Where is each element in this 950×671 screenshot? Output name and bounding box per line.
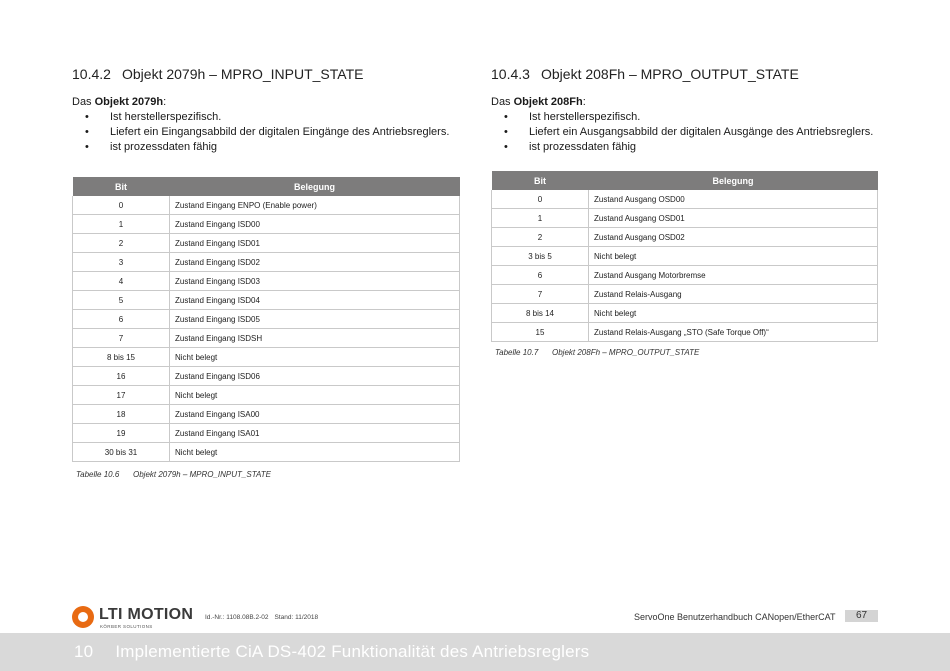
table-body [73,196,460,462]
logo-mark-icon [72,606,94,628]
belegung-cell: Zustand Ausgang OSD00 [589,190,878,209]
belegung-cell: Nicht belegt [170,348,460,367]
list-item: • Ist herstellerspezifisch. [491,110,873,125]
page-number: 67 [845,610,878,622]
belegung-cell: Zustand Eingang ISD05 [170,310,460,329]
table-caption [76,470,271,479]
belegung-cell: Zustand Eingang ISD06 [170,367,460,386]
company-logo [72,606,192,630]
column-header-bit: Bit [492,171,589,190]
bit-cell: 1 [492,209,589,228]
chapter-number: 10 [74,642,94,661]
bit-cell: 2 [73,234,170,253]
table-row [492,323,878,342]
table-row [492,285,878,304]
table-row [73,367,460,386]
belegung-cell: Nicht belegt [589,247,878,266]
table-row [492,228,878,247]
belegung-cell: Zustand Ausgang OSD02 [589,228,878,247]
belegung-cell: Zustand Eingang ISD01 [170,234,460,253]
list-item: • ist prozessdaten fähig [491,140,873,155]
feature-list [72,110,449,155]
belegung-cell: Nicht belegt [170,443,460,462]
belegung-cell: Zustand Relais-Ausgang „STO (Safe Torque Off)“ [589,323,878,342]
intro-prefix: Das [72,96,95,108]
bit-cell: 1 [73,215,170,234]
bit-cell: 30 bis 31 [73,443,170,462]
list-item: • Ist herstellerspezifisch. [72,110,449,125]
column-header-belegung: Belegung [589,171,878,190]
belegung-cell: Zustand Eingang ISA00 [170,405,460,424]
table-row [73,196,460,215]
caption-number: Tabelle 10.7 [495,348,539,357]
bit-cell: 6 [73,310,170,329]
bit-cell: 3 bis 5 [492,247,589,266]
bit-cell: 17 [73,386,170,405]
table-caption [495,348,699,357]
section-heading-2079h [72,66,363,82]
table-body [492,190,878,342]
section-title: Objekt 208Fh – MPRO_OUTPUT_STATE [541,66,799,82]
bit-cell: 0 [73,196,170,215]
belegung-cell: Zustand Eingang ISD00 [170,215,460,234]
table-row [492,304,878,323]
intro-suffix: : [163,96,167,108]
chapter-title [74,642,589,662]
bit-cell: 6 [492,266,589,285]
output-state-table [491,171,878,342]
intro-suffix: : [582,96,586,108]
logo-subtitle: KÖRBER SOLUTIONS [100,624,153,629]
intro-object: Objekt 208Fh [513,96,583,108]
table-row [73,443,460,462]
caption-text: Objekt 208Fh – MPRO_OUTPUT_STATE [552,348,700,357]
section-title: Objekt 2079h – MPRO_INPUT_STATE [122,66,364,82]
table-header-row [73,177,460,196]
input-state-table [72,177,460,462]
belegung-cell: Nicht belegt [589,304,878,323]
belegung-cell: Zustand Eingang ISDSH [170,329,460,348]
table-row [492,190,878,209]
table-row [73,234,460,253]
belegung-cell: Zustand Eingang ISD02 [170,253,460,272]
doc-id-number: Id.-Nr.: 1108.08B.2-02 [205,614,269,621]
belegung-cell: Nicht belegt [170,386,460,405]
bit-cell: 8 bis 14 [492,304,589,323]
document-id [205,614,318,621]
table-row [73,215,460,234]
bit-cell: 15 [492,323,589,342]
chapter-text: Implementierte CiA DS-402 Funktionalität des Antriebsreglers [115,642,590,661]
intro-prefix: Das [491,96,514,108]
list-item: • Liefert ein Eingangsabbild der digitalen Eingänge des Antriebsreglers. [72,125,449,140]
bit-cell: 16 [73,367,170,386]
bit-cell: 5 [73,291,170,310]
table-row [73,291,460,310]
table-row [73,329,460,348]
table-row [73,253,460,272]
table-row [73,405,460,424]
bit-cell: 4 [73,272,170,291]
section-number: 10.4.3 [491,66,530,82]
belegung-cell: Zustand Ausgang OSD01 [589,209,878,228]
caption-number: Tabelle 10.6 [76,470,120,479]
logo-text: LTI MOTION [99,606,194,623]
table-row [73,310,460,329]
table-header-row [492,171,878,190]
column-header-belegung: Belegung [170,177,460,196]
bit-cell: 8 bis 15 [73,348,170,367]
table-row [73,348,460,367]
bit-cell: 19 [73,424,170,443]
belegung-cell: Zustand Ausgang Motorbremse [589,266,878,285]
intro-line [72,95,449,110]
caption-text: Objekt 2079h – MPRO_INPUT_STATE [133,470,271,479]
table-row [492,266,878,285]
belegung-cell: Zustand Eingang ISA01 [170,424,460,443]
section-heading-208fh [491,66,799,82]
feature-list [491,110,873,155]
table-row [492,247,878,266]
intro-object: Objekt 2079h [94,96,164,108]
table-row [73,386,460,405]
table-row [73,272,460,291]
belegung-cell: Zustand Eingang ISD03 [170,272,460,291]
doc-date: Stand: 11/2018 [274,614,319,621]
intro-line [491,95,873,110]
belegung-cell: Zustand Relais-Ausgang [589,285,878,304]
table-row [73,424,460,443]
manual-title: ServoOne Benutzerhandbuch CANopen/EtherCAT [634,612,836,622]
bit-cell: 3 [73,253,170,272]
list-item: • ist prozessdaten fähig [72,140,449,155]
bit-cell: 2 [492,228,589,247]
column-header-bit: Bit [73,177,170,196]
section-number: 10.4.2 [72,66,111,82]
bit-cell: 7 [492,285,589,304]
table-row [492,209,878,228]
bit-cell: 7 [73,329,170,348]
belegung-cell: Zustand Eingang ISD04 [170,291,460,310]
section-intro [491,95,873,155]
section-intro [72,95,449,155]
list-item: • Liefert ein Ausgangsabbild der digitalen Ausgänge des Antriebsreglers. [491,125,873,140]
bit-cell: 0 [492,190,589,209]
bit-cell: 18 [73,405,170,424]
belegung-cell: Zustand Eingang ENPO (Enable power) [170,196,460,215]
